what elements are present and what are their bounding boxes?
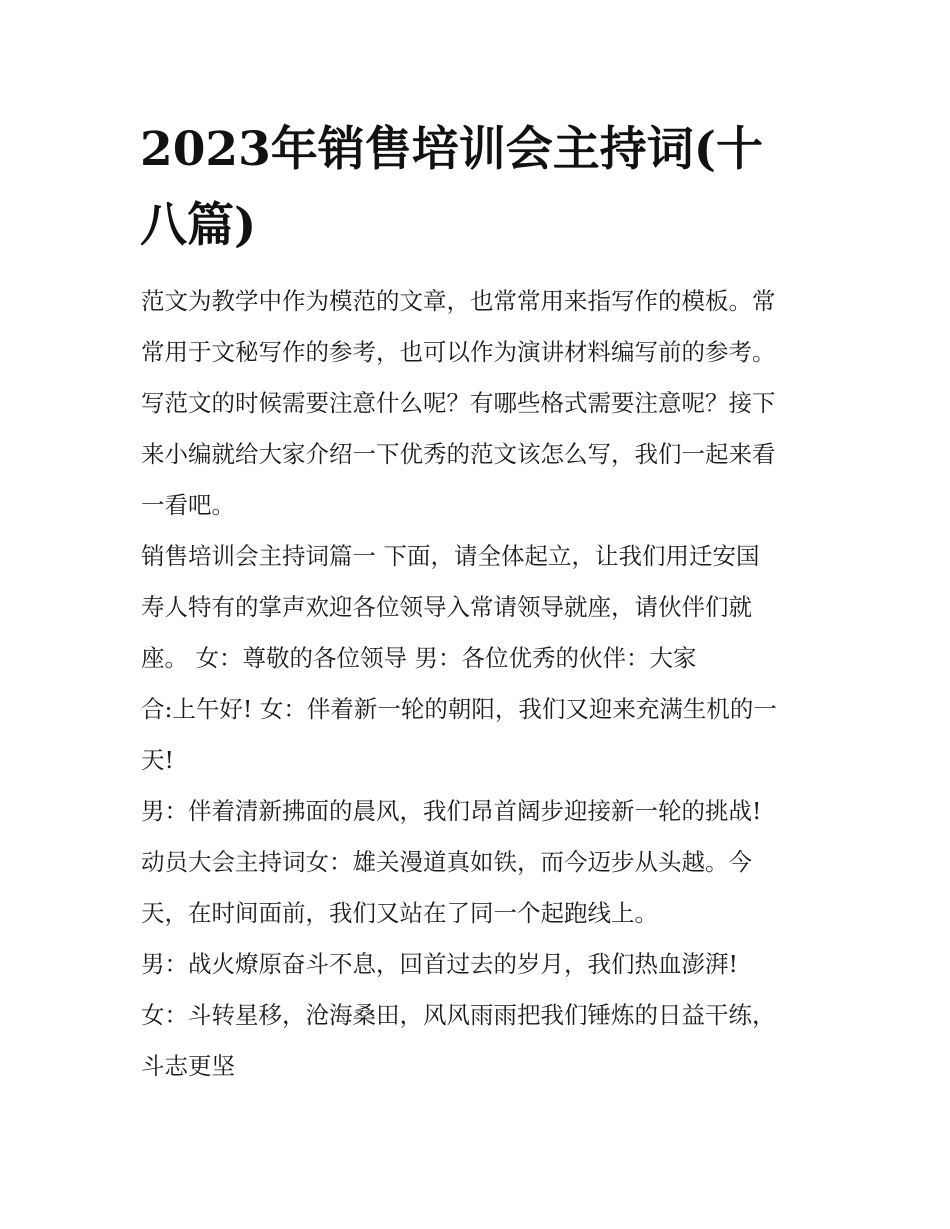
body-line: 动员大会主持词女：雄关漫道真如铁，而今迈步从头越。今 [141, 848, 752, 876]
body-line: 写范文的时候需要注意什么呢？有哪些格式需要注意呢？接下 [141, 389, 776, 417]
title-line: 八篇) [140, 198, 257, 253]
body-line: 常用于文秘写作的参考，也可以作为演讲材料编写前的参考。 [141, 338, 776, 366]
body-line: 一看吧。 [141, 491, 235, 519]
body-line: 寿人特有的掌声欢迎各位领导入常请领导就座，请伙伴们就 [141, 593, 752, 621]
body-line: 女：斗转星移，沧海桑田，风风雨雨把我们锤炼的日益干练， [141, 1001, 776, 1029]
body-line: 销售培训会主持词篇一 下面，请全体起立，让我们用迁安国 [141, 542, 760, 570]
body-line: 天! [141, 746, 174, 774]
body-line: 天，在时间面前，我们又站在了同一个起跑线上。 [141, 899, 658, 927]
body-line: 斗志更坚 [141, 1052, 235, 1080]
body-line: 男：战火燎原奋斗不息，回首过去的岁月，我们热血澎湃! [141, 950, 738, 978]
body-line: 来小编就给大家介绍一下优秀的范文该怎么写，我们一起来看 [141, 440, 776, 468]
body-line: 座。 女：尊敬的各位领导 男：各位优秀的伙伴：大家 [141, 644, 697, 672]
body-line: 男：伴着清新拂面的晨风，我们昂首阔步迎接新一轮的挑战! [141, 797, 762, 825]
document-title [140, 112, 820, 264]
title-line: 2023年销售培训会主持词(十 [140, 122, 764, 177]
body-line: 合:上午好! 女：伴着新一轮的朝阳，我们又迎来充满生机的一 [141, 695, 777, 723]
body-line: 范文为教学中作为模范的文章，也常常用来指写作的模板。常 [141, 287, 776, 315]
document-body [141, 276, 831, 1092]
